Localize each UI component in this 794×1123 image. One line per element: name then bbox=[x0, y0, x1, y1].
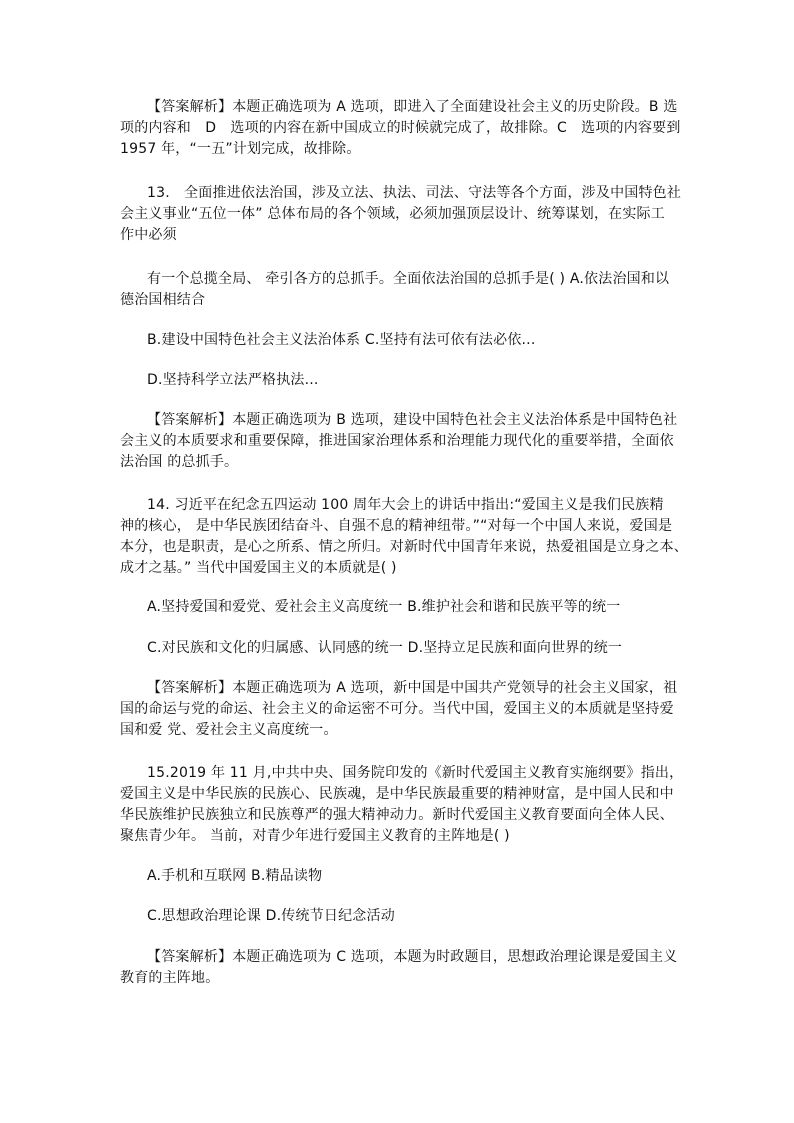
options-14-ab-line: A.坚持爱国和爱党、爱社会主义高度统一 B.维护社会和谐和民族平等的统一 bbox=[147, 599, 621, 615]
options-14-cd-line: C.对民族和文化的归属感、认同感的统一 D.坚持立足民族和面向世界的统一 bbox=[147, 640, 623, 656]
answer-13-line: 会主义的本质要求和重要保障，推进国家治理体系和治理能力现代化的重要举措，全面依 bbox=[120, 433, 674, 449]
options-13-bc-line: B.建设中国特色社会主义法治体系 C.坚持有法可依有法必依... bbox=[147, 332, 536, 348]
question-13-line: 作中必须 bbox=[120, 227, 177, 243]
question-13-cont-line: 有一个总揽全局、 牵引各方的总抓手。全面依法治国的总抓手是( ) A.依法治国和以 bbox=[147, 271, 670, 287]
answer-13-line: 法治国 的总抓手。 bbox=[120, 454, 239, 470]
question-13-line: 13. 全面推进依法治国，涉及立法、执法、司法、守法等各个方面，涉及中国特色社 bbox=[147, 185, 682, 201]
question-14-line: 神的核心， 是中华民族团结奋斗、自强不息的精神纽带。”“对每一个中国人来说，爱国是 bbox=[120, 518, 673, 534]
question-15-line: 聚焦青少年。 当前，对青少年进行爱国主义教育的主阵地是( ) bbox=[120, 828, 510, 844]
answer-14-line: 国的命运与党的命运、社会主义的命运密不可分。当代中国，爱国主义的本质就是坚持爱 bbox=[120, 701, 674, 717]
answer-14-line: 【答案解析】本题正确选项为 A 选项，新中国是中国共产党领导的社会主义国家，祖 bbox=[147, 680, 678, 696]
options-15-cd-line: C.思想政治理论课 D.传统节日纪念活动 bbox=[147, 908, 395, 924]
question-14-line: 本分，也是职责，是心之所系、情之所归。对新时代中国青年来说，热爱祖国是立身之本、 bbox=[120, 539, 688, 555]
answer-12-line: 1957 年，“一五”计划完成，故排除。 bbox=[120, 141, 361, 157]
question-13-line: 会主义事业“五位一体” 总体布局的各个领域，必须加强顶层设计、统筹谋划，在实际工 bbox=[120, 206, 665, 222]
options-13-d-line: D.坚持科学立法严格执法... bbox=[147, 372, 319, 388]
answer-13-line: 【答案解析】本题正确选项为 B 选项，建设中国特色社会主义法治体系是中国特色社 bbox=[147, 412, 678, 428]
answer-12-line: 项的内容和 D 选项的内容在新中国成立的时候就完成了，故排除。C 选项的内容要到 bbox=[120, 120, 681, 136]
question-15-line: 15.2019 年 11 月,中共中央、国务院印发的《新时代爱国主义教育实施纲要》指出， bbox=[147, 765, 684, 781]
question-15-line: 华民族维护民族独立和民族尊严的强大精神动力。新时代爱国主义教育要面向全体人民、 bbox=[120, 807, 674, 823]
options-15-ab-line: A.手机和互联网 B.精品读物 bbox=[147, 868, 323, 884]
question-14-line: 14. 习近平在纪念五四运动 100 周年大会上的讲话中指出:“爱国主义是我们民族精 bbox=[147, 497, 664, 513]
answer-15-line: 【答案解析】本题正确选项为 C 选项，本题为时政题目，思想政治理论课是爱国主义 bbox=[147, 949, 678, 965]
question-14-line: 成才之基。” 当代中国爱国主义的本质就是( ) bbox=[120, 560, 397, 576]
answer-14-line: 国和爱 党、爱社会主义高度统一。 bbox=[120, 722, 338, 738]
answer-15-line: 教育的主阵地。 bbox=[120, 970, 220, 986]
question-15-line: 爱国主义是中华民族的民族心、民族魂，是中华民族最重要的精神财富，是中国人民和中 bbox=[120, 786, 674, 802]
answer-12-line: 【答案解析】本题正确选项为 A 选项，即进入了全面建设社会主义的历史阶段。B 选 bbox=[147, 99, 678, 115]
question-13-cont-line: 德治国相结合 bbox=[120, 292, 206, 308]
